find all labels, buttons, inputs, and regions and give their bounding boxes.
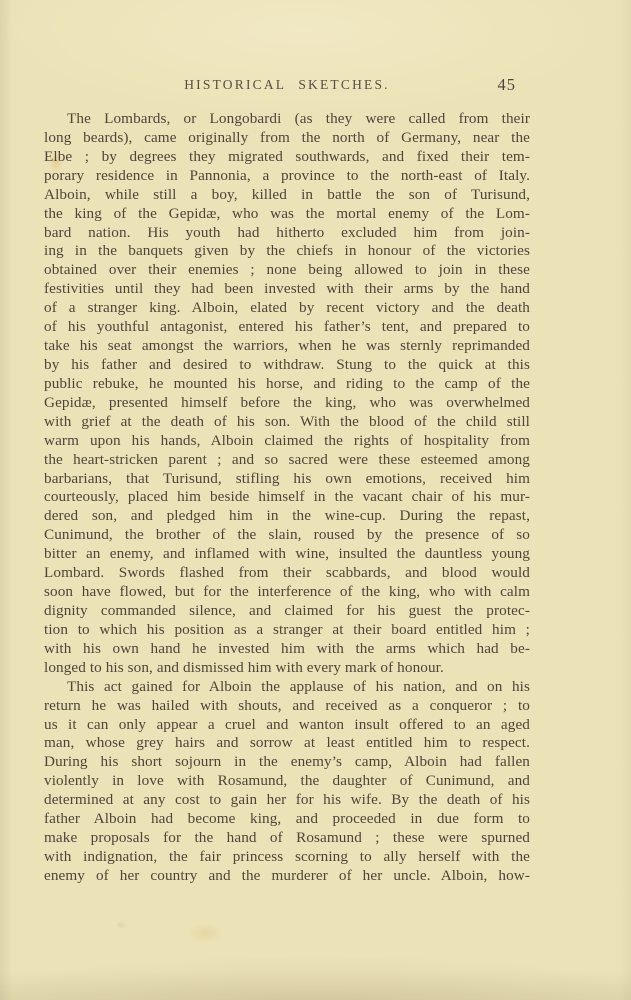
text-line: tion to which his position as a stranger at their board entitled him ; [44,620,530,638]
text-line: dered son, and pledged him in the wine-cup. During the repast, [44,507,530,525]
text-line: Gepidæ, presented himself before the king, who was overwhelmed [44,393,530,411]
text-line: Cunimund, the brother of the slain, roused by the presence of so [44,526,530,544]
text-line: bitter an enemy, and inflamed with wine, insulted the dauntless young [44,545,530,563]
text-line: ing in the banquets given by the chiefs in honour of the victories [44,242,530,260]
text-line: long beards), came originally from the north of Germany, near the [44,128,530,146]
text-line: determined at any cost to gain her for his wife. By the death of his [44,791,530,809]
text-line: festivities until they had been invested with their arms by the hand [44,280,530,298]
text-line: public rebuke, he mounted his horse, and riding to the camp of the [44,374,530,392]
page-number: 45 [497,75,516,94]
page-body [44,110,530,886]
text-line: the king of the Gepidæ, who was the mortal enemy of the Lom- [44,204,530,222]
text-line: make proposals for the hand of Rosamund ; these were spurned [44,829,530,847]
text-line: return he was hailed with shouts, and received as a conqueror ; to [44,696,530,714]
text-line: bard nation. His youth had hitherto excluded him from join- [44,223,530,241]
text-line: with his own hand he invested him with the arms which had be- [44,639,530,657]
text-line: of a stranger king. Alboin, elated by recent victory and the death [44,299,530,317]
text-line: porary residence in Pannonia, a province to the north-east of Italy. [44,166,530,184]
text-line: obtained over their enemies ; none being allowed to join in these [44,261,530,279]
text-line: us it can only appear a cruel and wanton insult offered to an aged [44,715,530,733]
text-line: violently in love with Rosamund, the daughter of Cunimund, and [44,772,530,790]
page-header [44,77,530,99]
running-title: HISTORICAL SKETCHES. [184,77,390,92]
text-line: Alboin, while still a boy, killed in battle the son of Turisund, [44,185,530,203]
text-line: of his youthful antagonist, entered his father’s tent, and prepared to [44,318,530,336]
text-line: by his father and desired to withdraw. Stung to the quick at this [44,355,530,373]
text-line: courteously, placed him beside himself in the vacant chair of his mur- [44,488,530,506]
text-line: take his seat amongst the warriors, when he was sternly reprimanded [44,337,530,355]
text-line: with grief at the death of his son. With the blood of the child still [44,412,530,430]
paragraph [44,678,530,886]
text-line: Elbe ; by degrees they migrated southwards, and fixed their tem- [44,147,530,165]
paragraph [44,110,530,678]
text-line: enemy of her country and the murderer of her uncle. Alboin, how- [44,866,530,884]
text-line: Lombard. Swords flashed from their scabbards, and blood would [44,564,530,582]
text-line: The Lombards, or Longobardi (as they were called from their [67,110,530,127]
text-line: with indignation, the fair princess scorning to ally herself with the [44,847,530,865]
text-line: During his short sojourn in the enemy’s camp, Alboin had fallen [44,753,530,771]
text-line: This act gained for Alboin the applause of his nation, and on his [67,677,530,695]
text-line: longed to his son, and dismissed him with every mark of honour. [44,658,444,676]
text-line: father Alboin had become king, and proceeded in due form to [44,810,530,828]
text-line: soon have flowed, but for the interference of the king, who with calm [44,583,530,601]
text-line: barbarians, that Turisund, stifling his own emotions, received him [44,469,530,487]
text-line: warm upon his hands, Alboin claimed the rights of hospitality from [44,431,530,449]
text-line: dignity commanded silence, and claimed for his guest the protec- [44,601,530,619]
text-line: the heart-stricken parent ; and so sacred were these esteemed among [44,450,530,468]
text-line: man, whose grey hairs and sorrow at least entitled him to respect. [44,734,530,752]
